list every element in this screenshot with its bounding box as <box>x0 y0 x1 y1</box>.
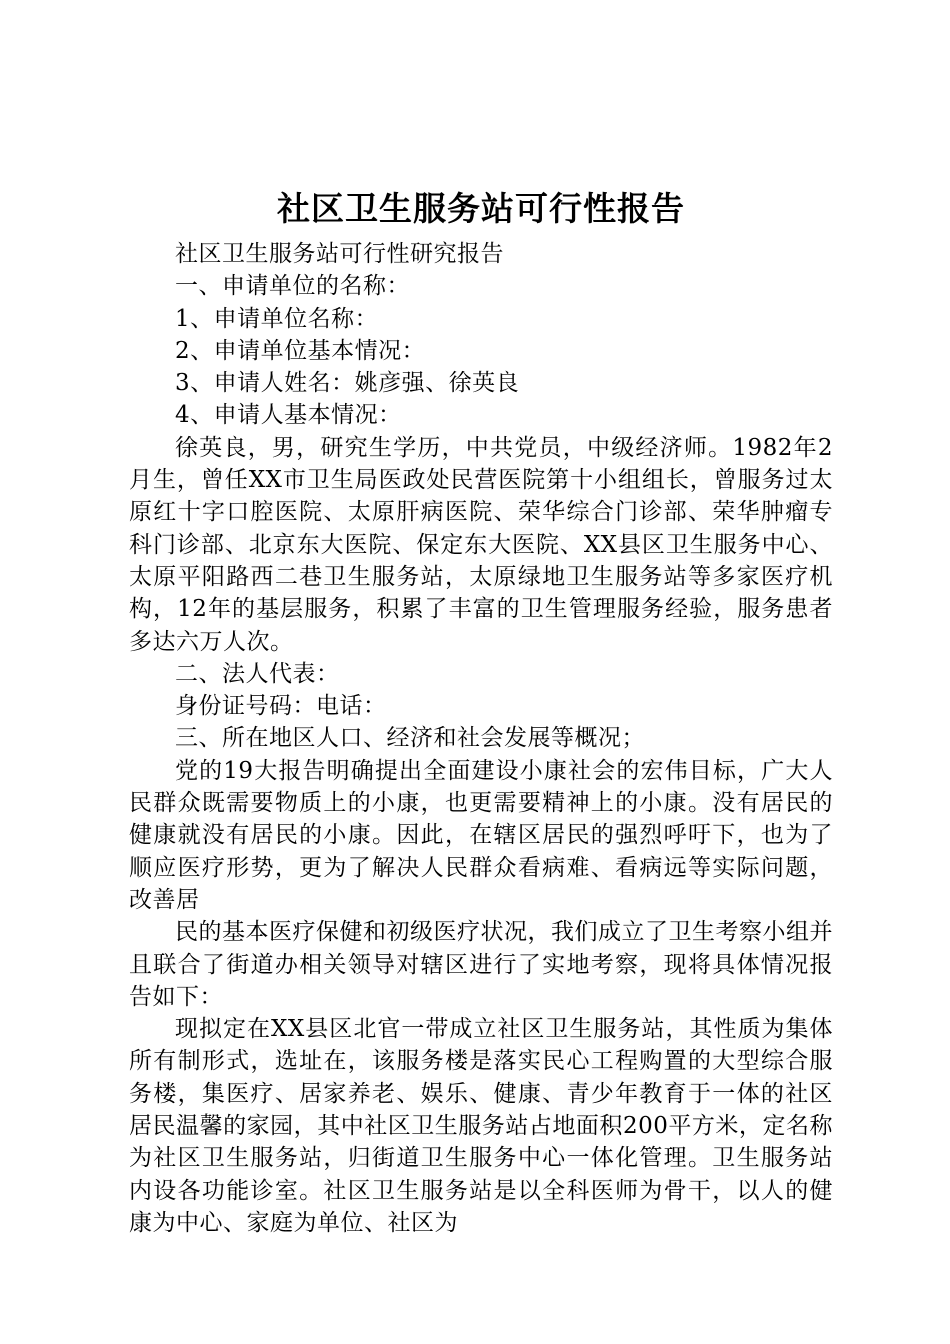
item-applicant-info: 4、申请人基本情况： <box>175 402 402 429</box>
overview-paragraph-1: 党的19大报告明确提出全面建设小康社会的宏伟目标，广大人民群众既需要物质上的小康，也更需要精神上的小康。没有居民的健康就没有居民的小康。因此，在辖区居民的强烈呼吁下，也为了顺应医疗形势，更为了解决人民群众看病难、看病远等实际问题，改善居 <box>129 757 833 913</box>
subtitle-paragraph: 社区卫生服务站可行性研究报告 <box>175 241 504 267</box>
document-title: 社区卫生服务站可行性报告 <box>277 189 685 228</box>
id-phone-line: 身份证号码：电话： <box>175 693 387 720</box>
overview-paragraph-2: 民的基本医疗保健和初级医疗状况，我们成立了卫生考察小组并且联合了街道办相关领导对辖区进行了实地考察，现将具体情况报告如下： <box>129 919 833 1010</box>
item-applicant-unit-info: 2、申请单位基本情况： <box>175 337 426 364</box>
section-heading-legal-rep: 二、法人代表： <box>175 660 340 687</box>
document-page <box>129 186 833 1239</box>
item-applicant-names: 3、申请人姓名：姚彦强、徐英良 <box>175 370 520 397</box>
section-heading-overview: 三、所在地区人口、经济和社会发展等概况； <box>175 725 645 752</box>
item-applicant-unit-name: 1、申请单位名称： <box>175 305 379 332</box>
plan-paragraph: 现拟定在XX县区北官一带成立社区卫生服务站，其性质为集体所有制形式，选址在，该服务楼是落实民心工程购置的大型综合服务楼，集医疗、居家养老、娱乐、健康、青少年教育于一体的社区居民温馨的家园，其中社区卫生服务站占地面积200平方米，定名称为社区卫生服务站，归街道卫生服务中心一体化管理。卫生服务站内设各功能诊室。社区卫生服务站是以全科医师为骨干，以人的健康为中心、家庭为单位、社区为 <box>129 1016 833 1236</box>
section-heading-applicant-name: 一、申请单位的名称： <box>175 273 410 300</box>
applicant-bio-paragraph: 徐英良，男，研究生学历，中共党员，中级经济师。1982年2月生，曾任XX市卫生局医政处民营医院第十小组组长，曾服务过太原红十字口腔医院、太原肝病医院、荣华综合门诊部、荣华肿瘤专科门诊部、北京东大医院、保定东大医院、XX县区卫生服务中心、太原平阳路西二巷卫生服务站，太原绿地卫生服务站等多家医疗机构，12年的基层服务，积累了丰富的卫生管理服务经验，服务患者多达六万人次。 <box>129 434 833 655</box>
